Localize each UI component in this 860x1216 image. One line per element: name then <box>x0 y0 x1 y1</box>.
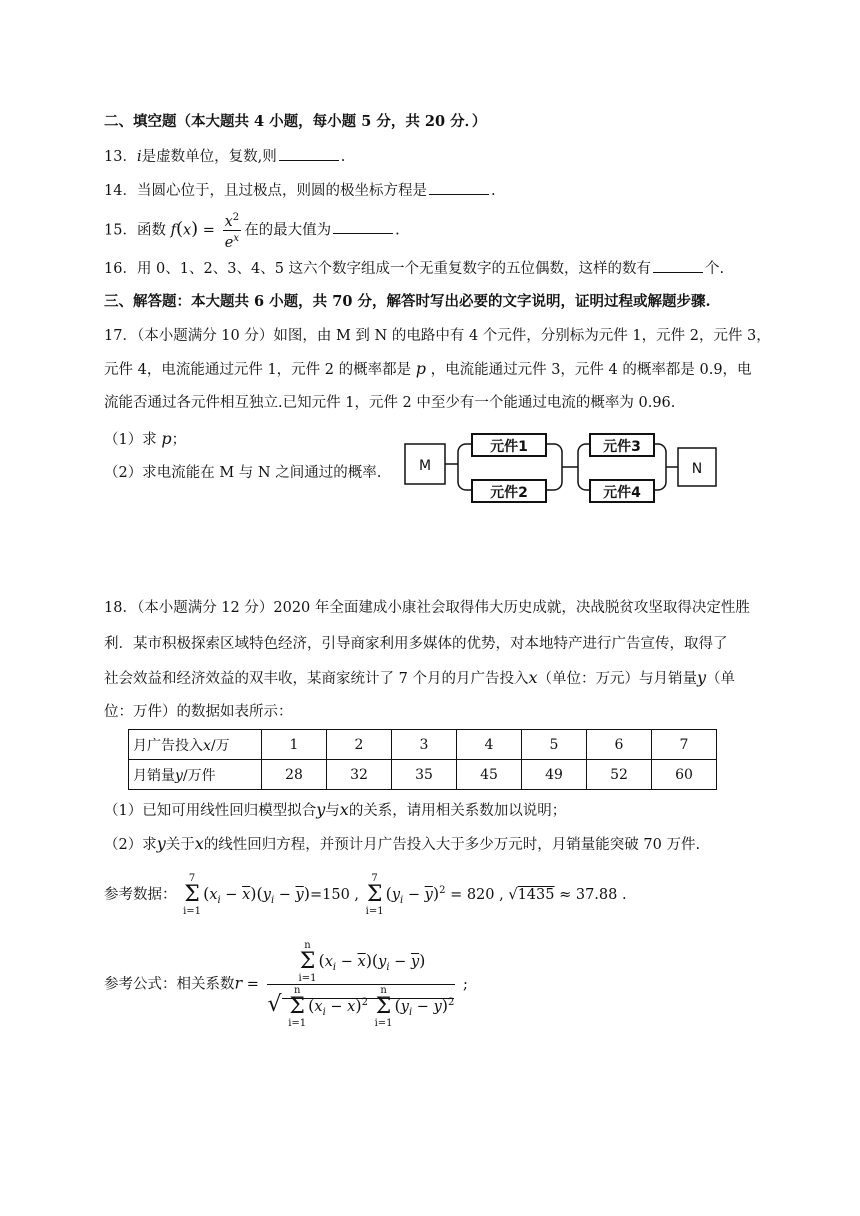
question-16: 16．用 0、1、2、3、4、5 这六个数字组成一个无重复数字的五位偶数，这样的数有 个. <box>104 258 724 279</box>
table-cell: 3 <box>392 730 457 760</box>
data-table <box>128 729 717 790</box>
answer-blank[interactable] <box>333 219 393 234</box>
correlation-formula: n Σ $i=1(x_i - \overline{x})(y_i - \overline{y})$ √ n Σ $i=1(x_i - \overline{x})^2$ n Σ $i=1(y_i - \overline{y})^2$ <box>267 940 455 1029</box>
reference-data: 参考数据： 7 Σ $i=1(x_i - \overline{x})(y_i - \overline{y})=150$ , 7 Σ $i=1(y_i - \overline{y})^2 = 820$ , √1435 ≈ 37.88 . <box>104 872 627 917</box>
question-18-part2: （2）求y关于x的线性回归方程，并预计月广告投入大于多少万元时，月销量能突破 70 万件. <box>104 834 701 853</box>
table-row <box>129 730 717 760</box>
table-cell: 52 <box>587 760 652 790</box>
question-17-part1: （1）求 p； <box>104 429 187 448</box>
table-row <box>129 760 717 790</box>
question-14: 14．当圆心位于，且过极点，则圆的极坐标方程是 . <box>104 180 496 201</box>
answer-blank[interactable] <box>279 146 339 161</box>
circuit-diagram <box>400 430 720 520</box>
section2-heading: 二、填空题（本大题共 4 小题，每小题 5 分，共 20 分．） <box>104 113 487 130</box>
table-cell: 7 <box>652 730 717 760</box>
table-cell: 60 <box>652 760 717 790</box>
table-cell: 1 <box>262 730 327 760</box>
question-17-line2: 元件 4，电流能通过元件 1，元件 2 的概率都是 p ，电流能通过元件 3，元件 4 的概率都是 0.9，电 <box>104 359 752 378</box>
table-cell: 49 <box>522 760 587 790</box>
node-n-label: N <box>691 461 703 477</box>
answer-blank[interactable] <box>653 258 703 273</box>
question-18-line4: 位：万件）的数据如表所示： <box>104 704 293 720</box>
fraction-x2-over-ex: $\frac{x^2}{e^x}$ <box>224 212 240 251</box>
question-17-part2: （2）求电流能在 M 与 N 之间通过的概率. <box>104 465 382 481</box>
table-cell: 2 <box>327 730 392 760</box>
question-13: 13．i是虚数单位，复数,则 . <box>104 146 345 167</box>
row-header-ad-spend: 月广告投入x/万 <box>129 730 262 760</box>
question-17-line1: 17．（本小题满分 10 分）如图，由 M 到 N 的电路中有 4 个元件，分别标为元件 1，元件 2，元件 3， <box>104 328 771 344</box>
table-cell: 5 <box>522 730 587 760</box>
question-15: 15．函数 f(x) = $\frac{x^2}{e^x}$ 在的最大值为 . <box>104 212 400 251</box>
node-m-label: M <box>418 458 432 474</box>
question-18-line1: 18．（本小题满分 12 分）2020 年全面建成小康社会取得伟大历史成就，决战脱贫攻坚取得决定性胜 <box>104 600 750 616</box>
table-cell: 4 <box>457 730 522 760</box>
table-cell: 35 <box>392 760 457 790</box>
table-cell: 28 <box>262 760 327 790</box>
table-cell: 45 <box>457 760 522 790</box>
row-header-sales: 月销量y/万件 <box>129 760 262 790</box>
table-cell: 6 <box>587 730 652 760</box>
reference-formula: 参考公式：相关系数r = n Σ $i=1(x_i - \overline{x})(y_i - \overline{y})$ √ n Σ $i=1(x_i - \overline{x})^2$ n Σ $i=1(y_i - \overline{y})^2$ ; <box>104 940 468 1029</box>
answer-blank[interactable] <box>429 180 489 195</box>
question-18-line3: 社会效益和经济效益的双丰收，某商家统计了 7 个月的月广告投入x（单位：万元）与月销量y（单 <box>104 668 736 687</box>
sum-symbol: 7 Σ i=1 <box>183 872 202 917</box>
table-cell: 32 <box>327 760 392 790</box>
section3-heading: 三、解答题：本大题共 6 小题，共 70 分，解答时写出必要的文字说明，证明过程或解题步骤. <box>104 293 711 310</box>
question-18-line2: 利．某市积极探索区域特色经济，引导商家利用多媒体的优势，对本地特产进行广告宣传，取得了 <box>104 636 728 652</box>
element-2-label: 元件2 <box>490 485 528 501</box>
element-4-label: 元件4 <box>603 485 641 501</box>
question-17-line3: 流能否通过各元件相互独立.已知元件 1，元件 2 中至少有一个能通过电流的概率为 0.96. <box>104 395 676 411</box>
element-3-label: 元件3 <box>603 439 641 455</box>
sum-symbol: 7 Σ i=1 <box>365 872 384 917</box>
question-18-part1: （1）已知可用线性回归模型拟合y与x的关系，请用相关系数加以说明； <box>104 800 567 819</box>
element-1-label: 元件1 <box>490 439 528 455</box>
